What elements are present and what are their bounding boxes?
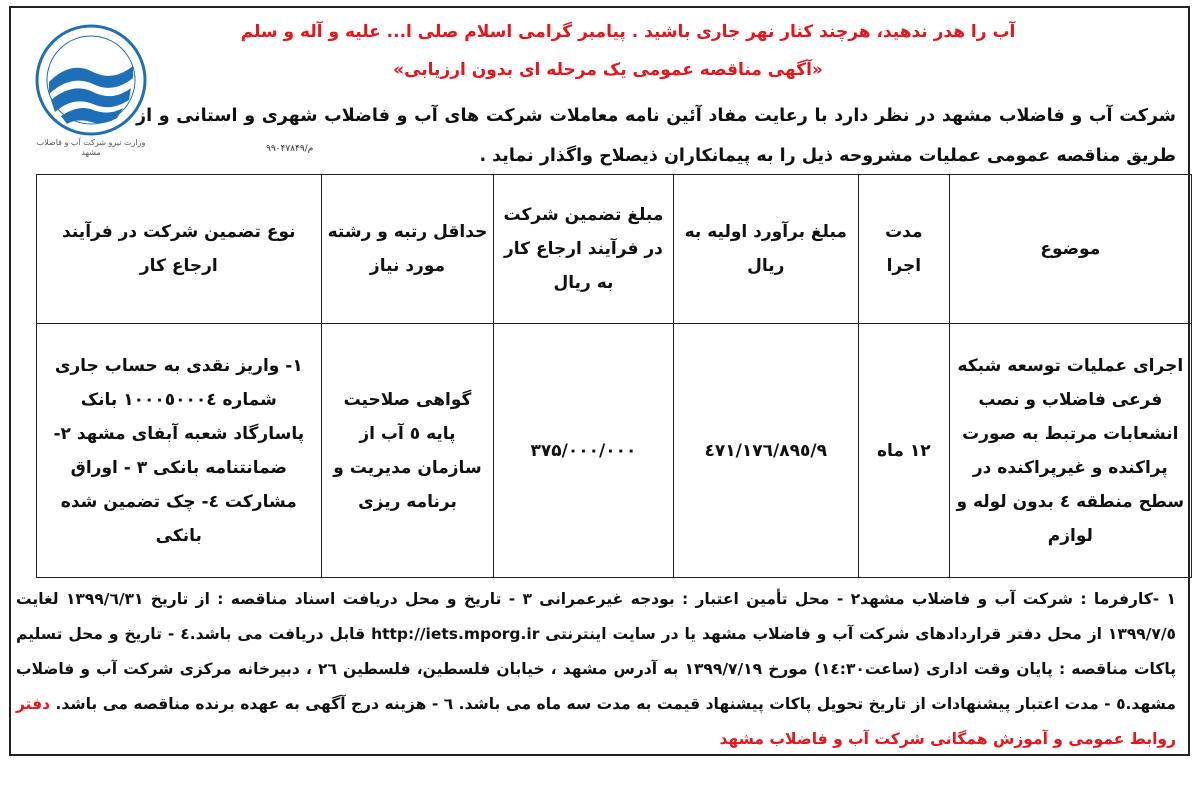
hadith-quote: آب را هدر ندهید، هرچند کنار نهر جاری باشید . پیامبر گرامی اسلام صلی ا... علیه و آله و سلم bbox=[240, 22, 1016, 42]
ad-title: «آگهی مناقصه عمومی یک مرحله ای بدون ارزیابی» bbox=[393, 60, 823, 80]
reference-number: م/۹۹۰۴۷۸۴۹ bbox=[266, 144, 314, 154]
header-guarantee-type: نوع تضمین شرکت در فرآیند ارجاع کار bbox=[37, 175, 322, 324]
footer-body: ١ -کارفرما : شرکت آب و فاضلاب مشهد٢ - محل تأمین اعتبار : بودجه غیرعمرانی ٣ - تاریخ و محل دریافت اسناد مناقصه : از تاریخ ١٣٩٩/٦/٣١ لغایت ١٣٩٩/٧/٥ از محل دفتر قراردادهای شرکت آب و فاضلاب مشهد یا در سایت اینترنتی http://iets.mporg.ir قابل دریافت می باشد.٤ - تاریخ و محل تسلیم پاکات مناقصه : پایان وقت اداری (ساعت١٤:٣٠) مورخ ١٣٩٩/٧/١٩ به آدرس مشهد ، خیابان فلسطین، فلسطین ٢٦ ، دبیرخانه مرکزی شرکت آب و فاضلاب مشهد.٥ - مدت اعتبار پیشنهادات از تاریخ تحویل پاکات پیشنهاد قیمت به مدت سه ماه می باشد. ٦ - هزینه درج آگهی به عهده برنده مناقصه می باشد. bbox=[16, 590, 1177, 713]
cell-duration: ۱۲ ماه bbox=[859, 324, 950, 578]
water-company-logo-icon bbox=[31, 20, 151, 140]
footer-signature: دفتر روابط عمومی و آموزش همگانی شرکت آب و فاضلاب مشهد bbox=[16, 695, 1176, 748]
tender-table bbox=[36, 174, 1192, 578]
header-guarantee-amount: مبلغ تضمین شرکت در فرآیند ارجاع کار به ریال bbox=[494, 175, 673, 324]
table-header-row bbox=[37, 175, 1192, 324]
header-estimate: مبلغ برآورد اولیه به ریال bbox=[673, 175, 858, 324]
cell-estimate: ۹/٤٧١/١٧٦/٨٩٥ bbox=[673, 324, 858, 578]
header-subject: موضوع bbox=[949, 175, 1191, 324]
logo-caption: وزارت نیرو شرکت آب و فاضلاب مشهد bbox=[36, 138, 146, 157]
header-duration: مدت اجرا bbox=[859, 175, 950, 324]
footer-details bbox=[16, 582, 1176, 757]
cell-subject: اجرای عملیات توسعه شبکه فرعی فاضلاب و نصب انشعابات مرتبط به صورت پراکنده و غیرپراکنده در سطح منطقه ٤ بدون لوله و لوازم bbox=[949, 324, 1191, 578]
intro-paragraph: شرکت آب و فاضلاب مشهد در نظر دارد با رعایت مفاد آئین نامه معاملات شرکت های آب و فاضلاب شهری و استانی و از طریق مناقصه عمومی عملیات مشروحه ذیل را به پیمانکاران ذیصلاح واگذار نماید . bbox=[136, 106, 1176, 166]
cell-rank: گواهی صلاحیت پایه ٥ آب از سازمان مدیریت و برنامه ریزی bbox=[321, 324, 494, 578]
table-row bbox=[37, 324, 1192, 578]
header-rank: حداقل رتبه و رشته مورد نیاز bbox=[321, 175, 494, 324]
cell-guarantee-type: ۱- واریز نقدی به حساب جاری شماره ١٠٠٠٥٠٠٠٤ بانک پاسارگاد شعبه آبفای مشهد ٢- ضمانتنامه بانکی ٣ - اوراق مشارکت ٤- چک تضمین شده بانکی bbox=[37, 324, 322, 578]
tender-ad-frame bbox=[9, 6, 1190, 756]
cell-guarantee-amount: ۳۷۵/۰۰۰/۰۰۰ bbox=[494, 324, 673, 578]
